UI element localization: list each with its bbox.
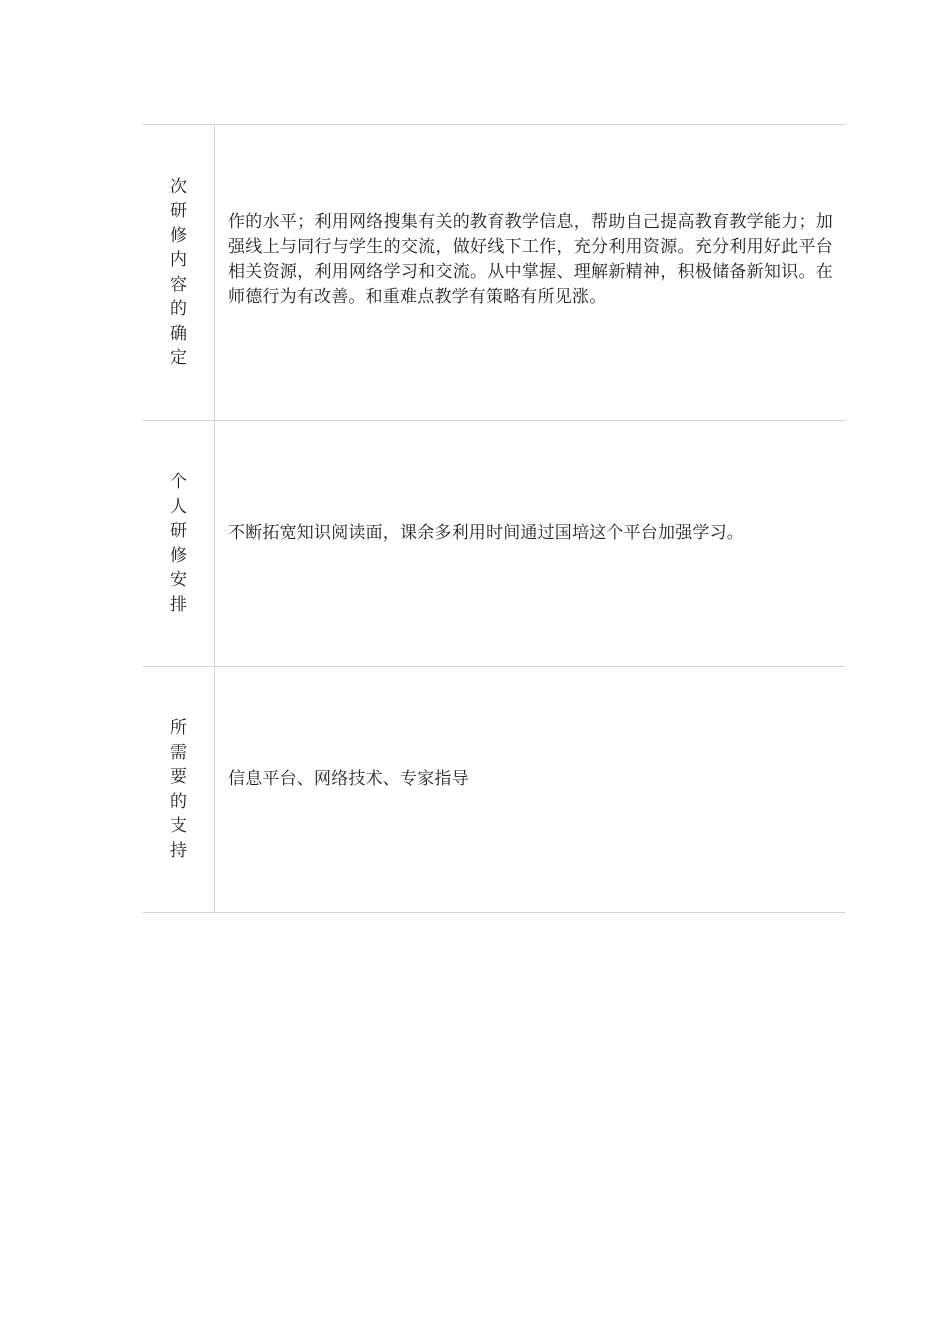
row-label-required-support: 所需要的支持 — [170, 718, 187, 861]
row-content-cell — [215, 667, 846, 913]
row-label-personal-arrangement: 个人研修安排 — [170, 472, 187, 615]
row-label-cell — [143, 667, 215, 913]
row-content-cell — [215, 125, 846, 421]
row-label-cell — [143, 125, 215, 421]
table-row — [143, 125, 845, 421]
row-label-research-content: 次研修内容的确定 — [170, 176, 187, 368]
table-row — [143, 421, 845, 667]
row-content-cell — [215, 421, 846, 667]
table-row — [143, 667, 845, 913]
row-content-personal-arrangement: 不断拓宽知识阅读面，课余多利用时间通过国培这个平台加强学习。 — [228, 523, 744, 543]
row-label-cell — [143, 421, 215, 667]
row-content-required-support: 信息平台、网络技术、专家指导 — [228, 769, 469, 789]
research-plan-table — [143, 124, 845, 913]
row-content-research-content: 作的水平；利用网络搜集有关的教育教学信息，帮助自己提高教育教学能力；加强线上与同行与学生的交流，做好线下工作，充分利用资源。充分利用好此平台相关资源，利用网络学习和交流。从中掌握、理解新精神，积极储备新知识。在师德行为有改善。和重难点教学有策略有所见涨。 — [228, 212, 833, 307]
